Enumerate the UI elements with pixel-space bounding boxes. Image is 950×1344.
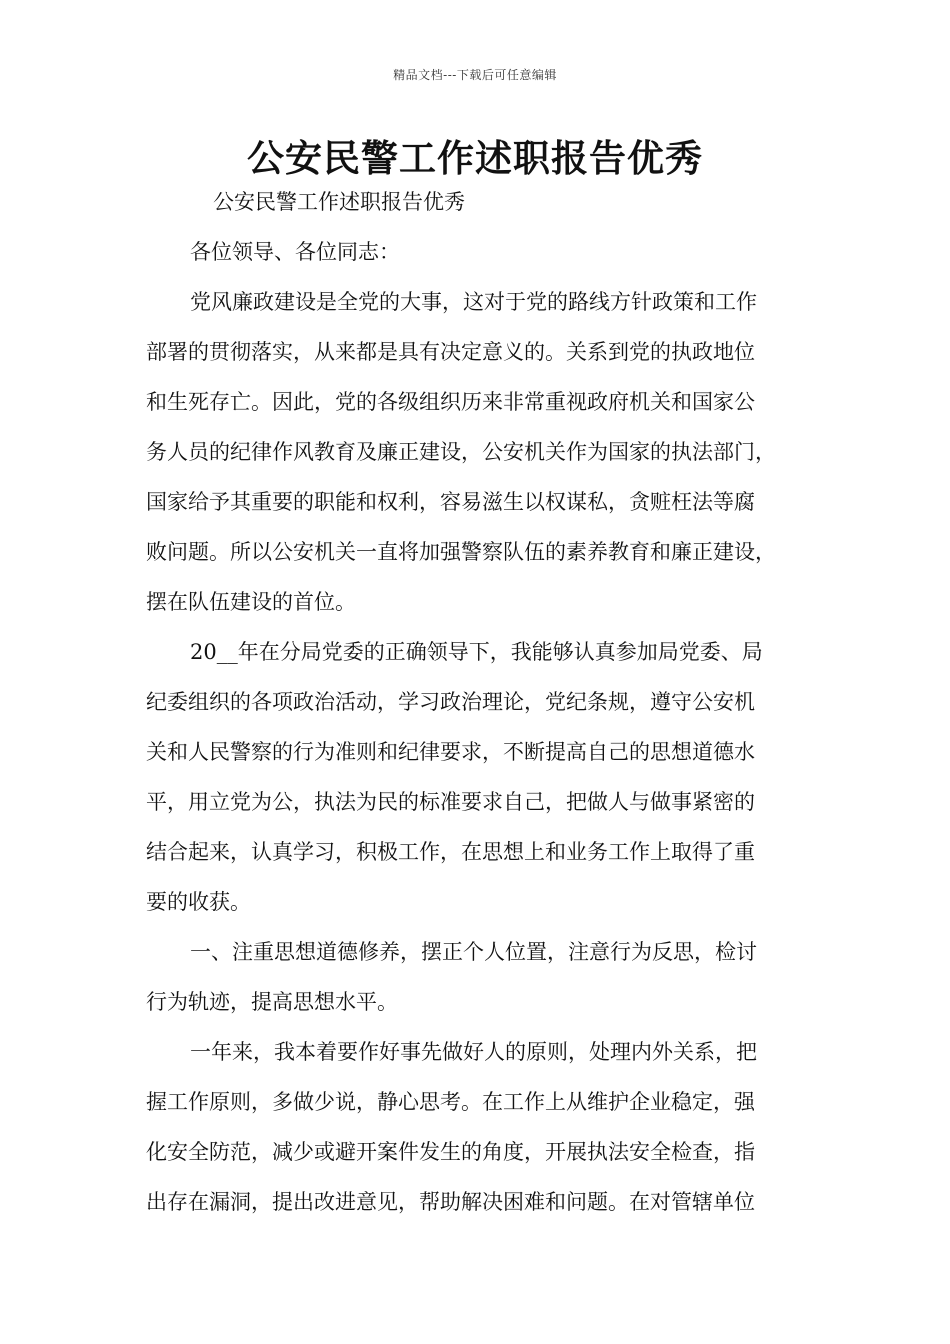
header-note: 精品文档---下载后可任意编辑 xyxy=(393,68,557,82)
subtitle-line: 公安民警工作述职报告优秀 xyxy=(213,190,465,214)
paragraph-line: 务人员的纪律作风教育及廉正建设，公安机关作为国家的执法部门， xyxy=(146,440,776,464)
paragraph-line: 要的收获。 xyxy=(146,890,251,914)
document-title: 公安民警工作述职报告优秀 xyxy=(247,136,703,180)
section-heading-line: 一、注重思想道德修养，摆正个人位置，注意行为反思，检讨 xyxy=(190,940,757,964)
paragraph-line: 党风廉政建设是全党的大事，这对于党的路线方针政策和工作 xyxy=(190,290,757,314)
paragraph-line: 20__年在分局党委的正确领导下，我能够认真参加局党委、局 xyxy=(190,640,763,664)
paragraph-line: 出存在漏洞，提出改进意见，帮助解决困难和问题。在对管辖单位 xyxy=(146,1190,755,1214)
paragraph-line: 握工作原则，多做少说，静心思考。在工作上从维护企业稳定，强 xyxy=(146,1090,755,1114)
section-heading-line: 行为轨迹，提高思想水平。 xyxy=(146,990,398,1014)
paragraph-line: 化安全防范，减少或避开案件发生的角度，开展执法安全检查，指 xyxy=(146,1140,755,1164)
paragraph-line: 摆在队伍建设的首位。 xyxy=(146,590,356,614)
salutation-line: 各位领导、各位同志： xyxy=(190,240,400,264)
paragraph-line: 关和人民警察的行为准则和纪律要求，不断提高自己的思想道德水 xyxy=(146,740,755,764)
paragraph-line: 国家给予其重要的职能和权利，容易滋生以权谋私，贪赃枉法等腐 xyxy=(146,490,755,514)
paragraph-line: 和生死存亡。因此，党的各级组织历来非常重视政府机关和国家公 xyxy=(146,390,755,414)
paragraph-line: 败问题。所以公安机关一直将加强警察队伍的素养教育和廉正建设， xyxy=(146,540,776,564)
paragraph-line: 平，用立党为公，执法为民的标准要求自己，把做人与做事紧密的 xyxy=(146,790,755,814)
paragraph-line: 结合起来，认真学习，积极工作，在思想上和业务工作上取得了重 xyxy=(146,840,755,864)
paragraph-line: 部署的贯彻落实，从来都是具有决定意义的。关系到党的执政地位 xyxy=(146,340,755,364)
paragraph-line: 纪委组织的各项政治活动，学习政治理论，党纪条规，遵守公安机 xyxy=(146,690,755,714)
paragraph-line: 一年来，我本着要作好事先做好人的原则，处理内外关系，把 xyxy=(190,1040,757,1064)
